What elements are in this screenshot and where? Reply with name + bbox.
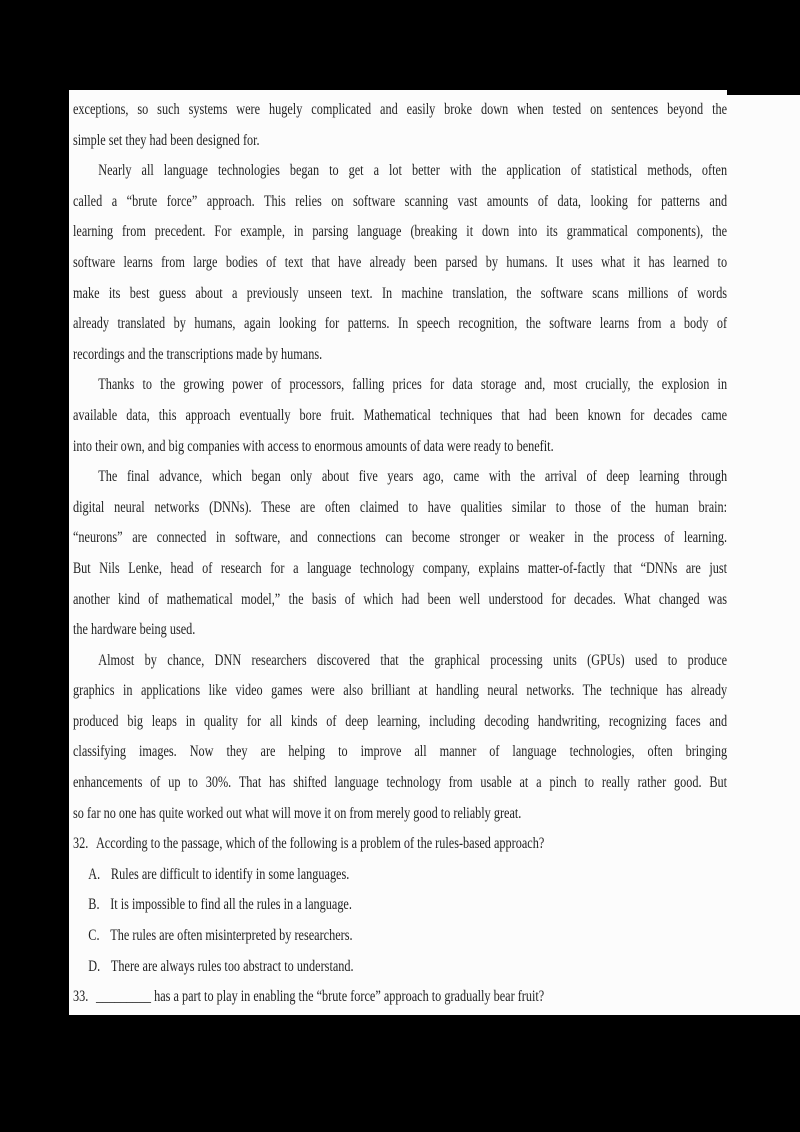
option-label: B. [88,896,100,914]
passage-line: digital neural networks (DNNs). These are often claimed to have qualities similar to those of the human brain: [73,498,728,516]
passage-line: produced big leaps in quality for all kinds of deep learning, including decoding handwriting, recognizing faces and [73,712,728,730]
document-page [69,90,800,1015]
option-label: D. [88,957,101,975]
question-number: 33. [73,988,89,1006]
passage-line: learning from precedent. For example, in parsing language (breaking it down into its grammatical components), the [73,223,728,241]
question-number: 32. [73,835,89,853]
option-text: It is impossible to find all the rules in a language. [110,896,352,914]
option-text: Rules are difficult to identify in some languages. [110,865,350,883]
option-text: There are always rules too abstract to understand. [110,957,354,975]
passage-line: The final advance, which began only about five years ago, came with the arrival of deep learning through [98,468,728,486]
passage-line: called a “brute force” approach. This relies on software scanning vast amounts of data, looking for patterns and [73,192,728,210]
passage-line: into their own, and big companies with access to enormous amounts of data were ready to benefit. [73,437,554,455]
question-text: _________ has a part to play in enabling the “brute force” approach to gradually bear fruit? [95,988,545,1006]
passage-line: software learns from large bodies of text that have already been parsed by humans. It uses what it has learned to [73,253,728,271]
option-a [73,860,727,891]
passage-line: graphics in applications like video games were also brilliant at handling neural networks. The technique has already [73,682,728,700]
option-label: C. [88,927,100,945]
passage-line: recordings and the transcriptions made by humans. [73,345,323,363]
option-b [73,890,727,921]
questions [73,829,727,1013]
passage-line: another kind of mathematical model,” the basis of which had been well understood for decades. What changed was [73,590,728,608]
passage-line: Nearly all language technologies began to get a lot better with the application of statistical methods, often [98,162,728,180]
paragraph [73,370,727,462]
passage-line: the hardware being used. [73,621,196,639]
option-text: The rules are often misinterpreted by researchers. [110,927,353,945]
passage-line: “neurons” are connected in software, and connections can become stronger or weaker in the process of learning. [73,529,728,547]
passage-line: Almost by chance, DNN researchers discovered that the graphical processing units (GPUs) used to produce [98,651,728,669]
paragraph [73,156,727,370]
passage-line: Thanks to the growing power of processors, falling prices for data storage and, most crucially, the explosion in [98,376,728,394]
paragraph [73,95,727,156]
passage-line: simple set they had been designed for. [73,131,260,149]
passage-line: classifying images. Now they are helping to improve all manner of language technologies, often bringing [73,743,728,761]
passage-line: enhancements of up to 30%. That has shifted language technology from usable at a pinch to really rather good. But [73,774,728,792]
page-content [73,95,727,1013]
question-text: According to the passage, which of the following is a problem of the rules-based approach? [95,835,545,853]
question-33 [73,982,727,1013]
passage-line: available data, this approach eventually bore fruit. Mathematical techniques that had been known for decades came [73,406,728,424]
passage-line: so far no one has quite worked out what will move it on from merely good to reliably great. [73,804,522,822]
paragraph [73,462,727,646]
scan-corner-artifact [727,0,800,95]
passage-line: already translated by humans, again looking for patterns. In speech recognition, the software learns from a body of [73,315,728,333]
option-d [73,952,727,983]
option-label: A. [88,865,101,883]
passage-line: But Nils Lenke, head of research for a language technology company, explains matter-of-factly that “DNNs are just [73,559,728,577]
passage [73,95,727,829]
passage-line: exceptions, so such systems were hugely complicated and easily broke down when tested on sentences beyond the [73,101,728,118]
passage-line: make its best guess about a previously unseen text. In machine translation, the software scans millions of words [73,284,728,302]
question-32 [73,829,727,860]
option-c [73,921,727,952]
paragraph [73,646,727,830]
